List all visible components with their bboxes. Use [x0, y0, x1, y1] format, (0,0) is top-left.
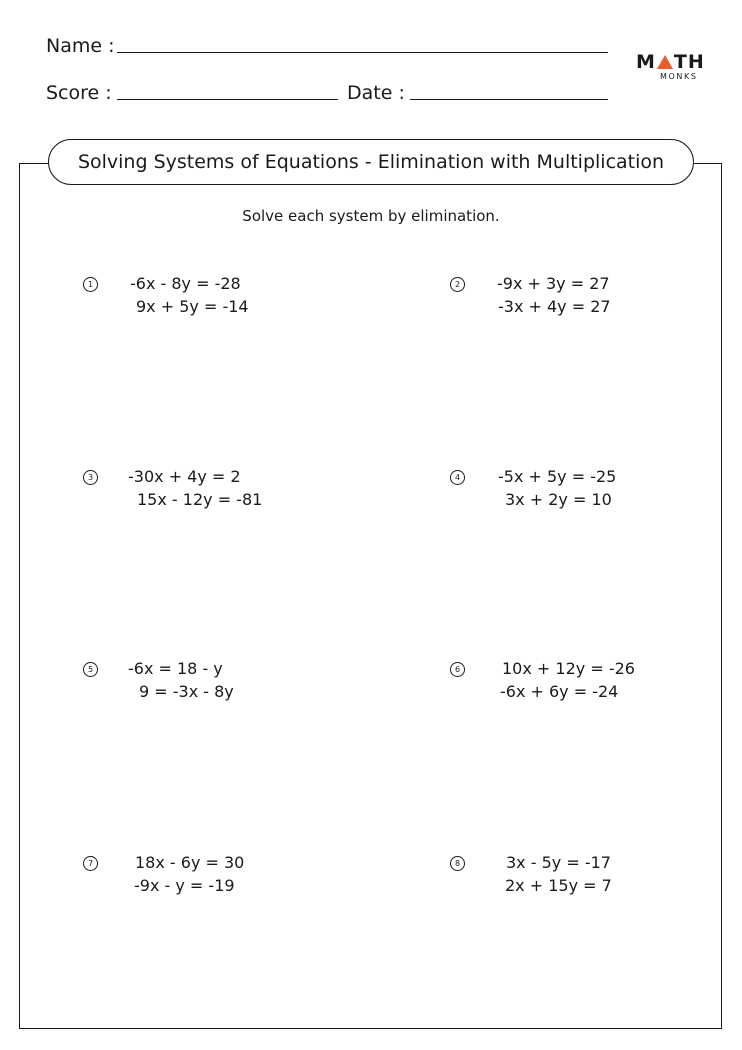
- logo-letter-m: M: [636, 51, 656, 73]
- problem-number: 4: [450, 470, 465, 485]
- logo-triangle-icon: [657, 55, 673, 69]
- equation-1: 3x - 5y = -17: [506, 853, 611, 872]
- math-monks-logo: [636, 52, 716, 82]
- title-banner: [48, 139, 694, 185]
- equation-1: -9x + 3y = 27: [497, 274, 610, 293]
- instructions: Solve each system by elimination.: [242, 207, 500, 225]
- worksheet-frame: [19, 163, 722, 1029]
- equation-1: -6x = 18 - y: [128, 659, 223, 678]
- equation-1: 18x - 6y = 30: [135, 853, 245, 872]
- problem-number: 1: [83, 277, 98, 292]
- problem-number: 8: [450, 856, 465, 871]
- score-label: Score :: [46, 82, 112, 104]
- date-label: Date :: [347, 82, 405, 104]
- problem-number: 3: [83, 470, 98, 485]
- equation-2: 9x + 5y = -14: [136, 297, 249, 316]
- problem-number: 5: [83, 662, 98, 677]
- date-field-line[interactable]: [410, 99, 608, 100]
- equation-2: 2x + 15y = 7: [505, 876, 612, 895]
- equation-1: -6x - 8y = -28: [130, 274, 241, 293]
- equation-2: 3x + 2y = 10: [505, 490, 612, 509]
- equation-1: -30x + 4y = 2: [128, 467, 241, 486]
- name-label: Name :: [46, 35, 115, 57]
- problem-number: 7: [83, 856, 98, 871]
- logo-subtitle: MONKS: [660, 72, 698, 81]
- worksheet-title: Solving Systems of Equations - Elimination with Multiplication: [77, 151, 665, 173]
- problem-number: 6: [450, 662, 465, 677]
- equation-2: 9 = -3x - 8y: [139, 682, 234, 701]
- equation-2: -6x + 6y = -24: [500, 682, 619, 701]
- equation-1: -5x + 5y = -25: [498, 467, 617, 486]
- name-field-line[interactable]: [117, 52, 608, 53]
- score-field-line[interactable]: [117, 99, 338, 100]
- equation-2: -9x - y = -19: [134, 876, 235, 895]
- problem-number: 2: [450, 277, 465, 292]
- equation-1: 10x + 12y = -26: [502, 659, 635, 678]
- logo-letters-th: TH: [673, 51, 705, 73]
- equation-2: 15x - 12y = -81: [137, 490, 263, 509]
- equation-2: -3x + 4y = 27: [498, 297, 611, 316]
